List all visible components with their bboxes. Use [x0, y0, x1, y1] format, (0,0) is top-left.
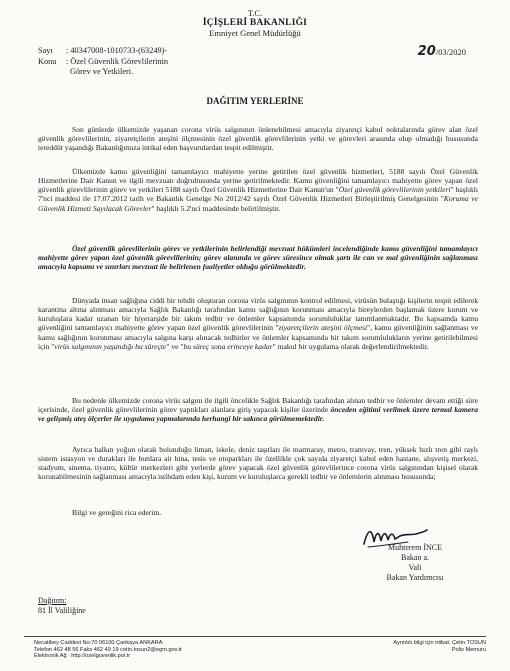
- sayi-label: Sayı: [38, 46, 53, 55]
- paragraph-7-text: Bilgi ve gereğini rica ederim.: [72, 508, 162, 517]
- paragraph-5-bold-italic: önceden eğitimi verilmek üzere termal kamera ve gelişmiş ateş ölçerler ile uygulama yapmalarında herhangi bir sakınca görülmemektedir.: [38, 405, 478, 424]
- paragraph-7: [38, 508, 478, 517]
- paragraph-4-text-b: ", kamu güvenliğinin sağlanması ve kamu sağlığının korunması amacıyla salgına karşı alınacak tedbirler ve önlemler kapsamında bir takım sorumlulukların yerine getirilebilmesi için ": [38, 323, 478, 351]
- footer-contact-person: [286, 640, 486, 653]
- footer-contact-name: Ayrıntılı bilgi için irtibat: Çetin TOSUN: [393, 640, 486, 646]
- paragraph-6-text: Ayrıca halkın yoğun olarak bulunduğu liman, iskele, deniz taşıtları ile marmaray, metro, tramvay, tren, yüksek hızlı tren gibi raylı sistem istasyon ve durakları ile bunlara ait bina, tesis ve otoparkları ile özellikle çok sayıda ziyaretçi kabul eden hastane, alışveriş merkezi, stadyum, sinema, tiyatro, kültür merkezleri gibi yerlerde görev yapacak özel güvenlik görevlilerince corona virüs salgınından kişisel olarak korunabilmesinin sağlanması amacıyla istihdam eden kişi, kurum ve kuruluşlarca gerekli tedbir ve önlemlerin alınması hususunda;: [38, 445, 478, 482]
- footer-contact-line: Telefon 462 48 56 Faks 462 49 19 cetin.tosun2@egm.gov.tr: [34, 646, 182, 653]
- paragraph-4-italic-2: virüs salgınının yaşandığı bu süreçte: [54, 341, 167, 351]
- meta-konu: [38, 57, 168, 77]
- signature-block: [355, 543, 475, 583]
- paragraph-4: [38, 296, 478, 351]
- document-date: [418, 44, 466, 59]
- distribution-title: DAĞITIM YERLERİNE: [206, 96, 304, 106]
- paragraph-2-text-c: " başlıklı 5.2'nci maddesinde belirtilmiştir.: [151, 203, 281, 213]
- paragraph-2-italic-1: Özel güvenlik görevlilerinin yetkileri: [338, 185, 451, 195]
- signer-line2: Bakan a.: [401, 553, 429, 562]
- konu-label: Konu: [38, 57, 57, 66]
- letterhead-directorate: Emniyet Genel Müdürlüğü: [209, 28, 301, 38]
- footer-address-line: Necatibey Caddesi No:70 06100 Çankaya ANKARA: [34, 640, 163, 646]
- paragraph-4-italic-3: bu süreç sona erinceye kadar: [183, 341, 273, 351]
- signer-name: Muhterem İNCE: [388, 543, 442, 552]
- meta-sayi: [38, 46, 167, 56]
- konu-value-line2: Görev ve Yetkileri.: [70, 67, 134, 76]
- paragraph-4-text-d: " makul bir uygulama olarak değerlendirilmektedir.: [272, 341, 429, 351]
- distribution-label: Dağıtım:: [38, 596, 67, 605]
- paragraph-5: [38, 396, 478, 423]
- paragraph-1: [38, 125, 478, 152]
- date-handwritten-day: 20: [417, 44, 436, 59]
- paragraph-2-text-a: Ülkemizde kamu güvenliğini tamamlayıcı mahiyette yerine getirilen özel güvenlik hizmetleri, 5188 sayılı Özel Güvenlik Hizmetlerine Dair Kanun ve ilgili mevzuatı doğrultusunda yerine getirilmektedir. Kamu güvenliğini tamamlayıcı mahiyette görev yapan özel güvenlik görevlilerinin görev ve yetkileri 5188 sayılı Özel Güvenlik Hizmetlerine Dair Kanun'un ": [38, 167, 478, 195]
- distribution-block: [38, 596, 86, 616]
- paragraph-2: [38, 167, 478, 213]
- signer-line3: Vali: [408, 563, 422, 572]
- letterhead: [0, 8, 510, 38]
- footer: [24, 636, 486, 660]
- paragraph-2-text-b: " başlıklı 7'nci maddesi ile 17.07.2012 tarih ve Bakanlık Genelge No 2012/42 sayılı Özel Güvenlik Hizmetleri Birleştirilmiş Genelgesinin ": [38, 185, 478, 204]
- paragraph-4-text-c: " ve ": [166, 341, 184, 351]
- footer-address: [34, 640, 274, 660]
- letterhead-tc: T.C.: [247, 8, 263, 18]
- konu-value-line1: : Özel Güvenlik Görevlilerinin: [66, 57, 169, 66]
- paragraph-4-text-a: Dünyada insan sağlığına ciddi bir tehdit oluşturan corona virüs salgınının kontrol edilmesi, virüsün bulaştığı kişilerin tespit edilerek karantina altına alınması amacıyla Sağlık Bakanlığı tarafından kamu sağlığının korunması amacıyla bireylerden başlamak üzere kurum ve kuruluşlara kadar uzanan bir hiyerarşide bir takım tedbir ve önlemler kapsamında sorumluluklar tanımlanmaktadır. Bu kapsamda kamu güvenliğini tamamlayıcı mahiyette görev yapan özel güvenlik görevlilerinin ": [38, 296, 478, 333]
- footer-contact-rank: Polis Memuru: [451, 646, 486, 653]
- sayi-value: : 40347008-1010733-(63249)-: [66, 46, 168, 55]
- letterhead-ministry: İÇİŞLERİ BAKANLIĞI: [202, 18, 308, 28]
- footer-web-link[interactable]: Elektronik Ağ : http://ozelguvenlik.pol.tr: [34, 653, 131, 660]
- paragraph-1-text: Son günlerde ülkemizde yaşanan corona virüs salgınının önlenebilmesi amacıyla ziyaretçi kabul noktalarında görev alan özel güvenlik görevlilerinin, ziyaretçilerin ateşini ölçmesinin özel güvenlik görevlilerinin yetki ve görevleri arasında olup olmadığı hususunda tereddüt yaşandığı Bakanlığımıza intikal eden başvurulardan tespit edilmiştir.: [38, 125, 478, 153]
- paragraph-3-text: Özel güvenlik görevlilerinin görev ve yetkilerinin belirlendiği mevzuat hükümleri incelendiğinde kamu güvenliğini tamamlayıcı mahiyette görev yapan özel güvenlik görevlilerinin; görev alanında ve görev süresince olmak şartı ile can ve mal güvenliğinin sağlanması amacıyla kapsamı ve sınırları mevzuat ile belirlenen faaliyetler olduğu görülmektedir.: [38, 244, 478, 272]
- distribution-value: 81 İl Valiliğine: [38, 606, 86, 615]
- paragraph-4-italic-1: ziyaretçilerin ateşini ölçmesi: [278, 323, 368, 333]
- paragraph-2-italic-2: Koruma ve Güvenlik Hizmeti Sayılacak Görevler: [38, 194, 478, 213]
- paragraph-5-text: Bu nedenle ülkemizde corona virüs salgını ile ilgili öncelikle Sağlık Bakanlığı tarafından alınan tedbir ve önlemler devam ettiği süre içerisinde, özel güvenlik görevlilerinin görev yaptıkları alanlara giriş yapacak kişiler üzerinde: [38, 396, 478, 415]
- signer-title: Bakan Yardımcısı: [386, 573, 444, 582]
- paragraph-3: [38, 244, 478, 271]
- paragraph-6: [38, 445, 478, 482]
- date-printed: /03/2020: [435, 47, 466, 57]
